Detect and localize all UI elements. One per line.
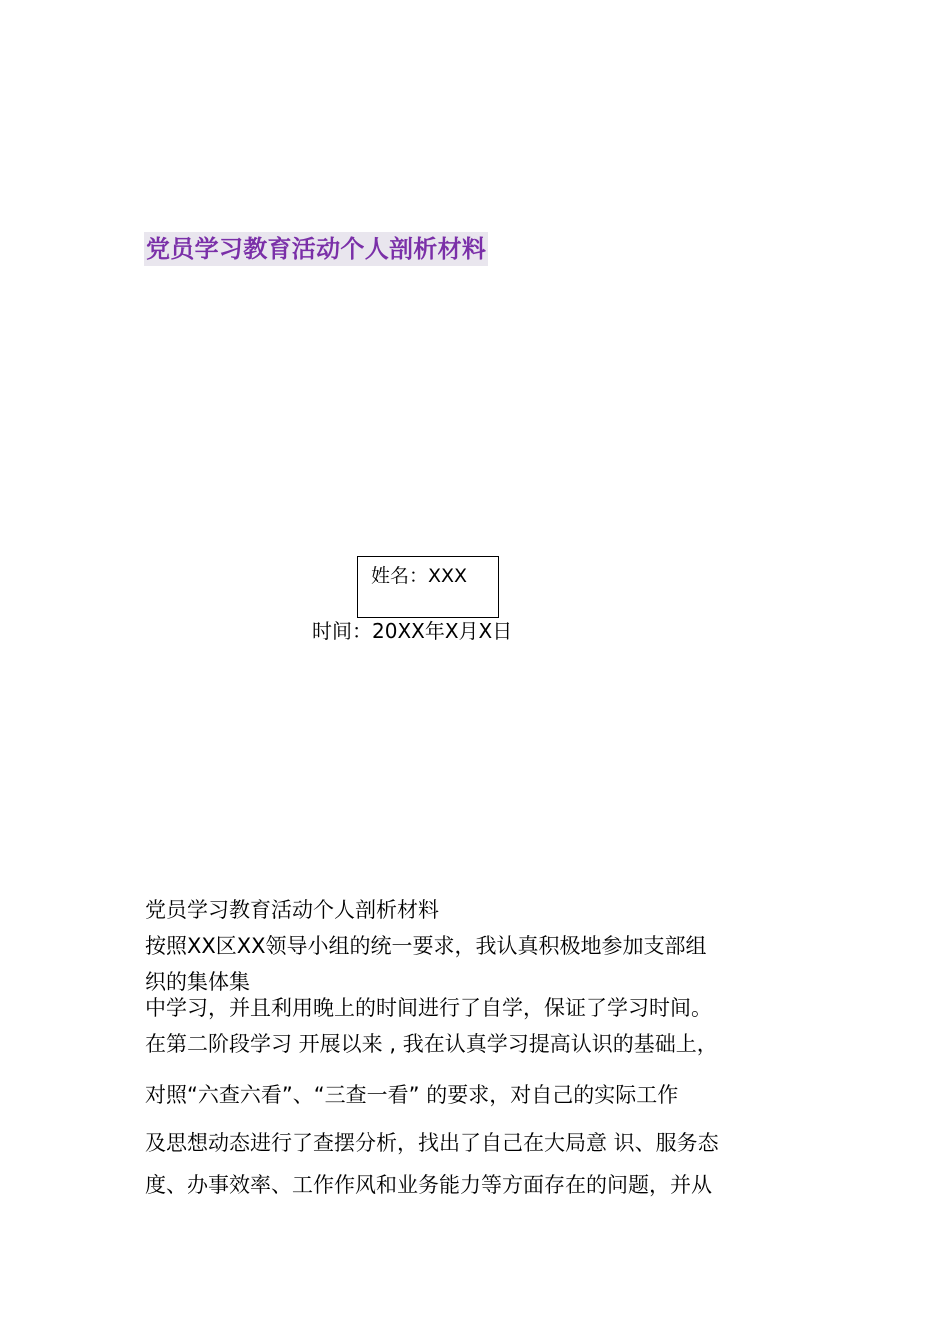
document-date: 时间：20XX年X月X日 xyxy=(312,619,513,643)
body-heading: 党员学习教育活动个人剖析材料 xyxy=(145,898,439,922)
body-line: 在第二阶段学习 开展以来 , 我在认真学习提高认识的基础上， xyxy=(145,1032,718,1056)
body-line: 度、办事效率、工作作风和业务能力等方面存在的问题，并从 xyxy=(145,1173,712,1197)
body-line: 织的集体集 xyxy=(145,970,250,994)
body-line: 及思想动态进行了查摆分析，找出了自己在大局意 识、服务态 xyxy=(145,1131,719,1155)
cover-title: 党员学习教育活动个人剖析材料 xyxy=(144,232,488,266)
body-line: 按照XX区XX领导小组的统一要求，我认真积极地参加支部组 xyxy=(145,934,707,958)
body-line: 对照“六查六看”、“三查一看” 的要求，对自己的实际工作 xyxy=(145,1083,679,1107)
body-line: 中学习，并且利用晚上的时间进行了自学，保证了学习时间。 xyxy=(145,996,712,1020)
author-name: 姓名：XXX xyxy=(371,565,468,587)
name-box xyxy=(357,556,499,618)
